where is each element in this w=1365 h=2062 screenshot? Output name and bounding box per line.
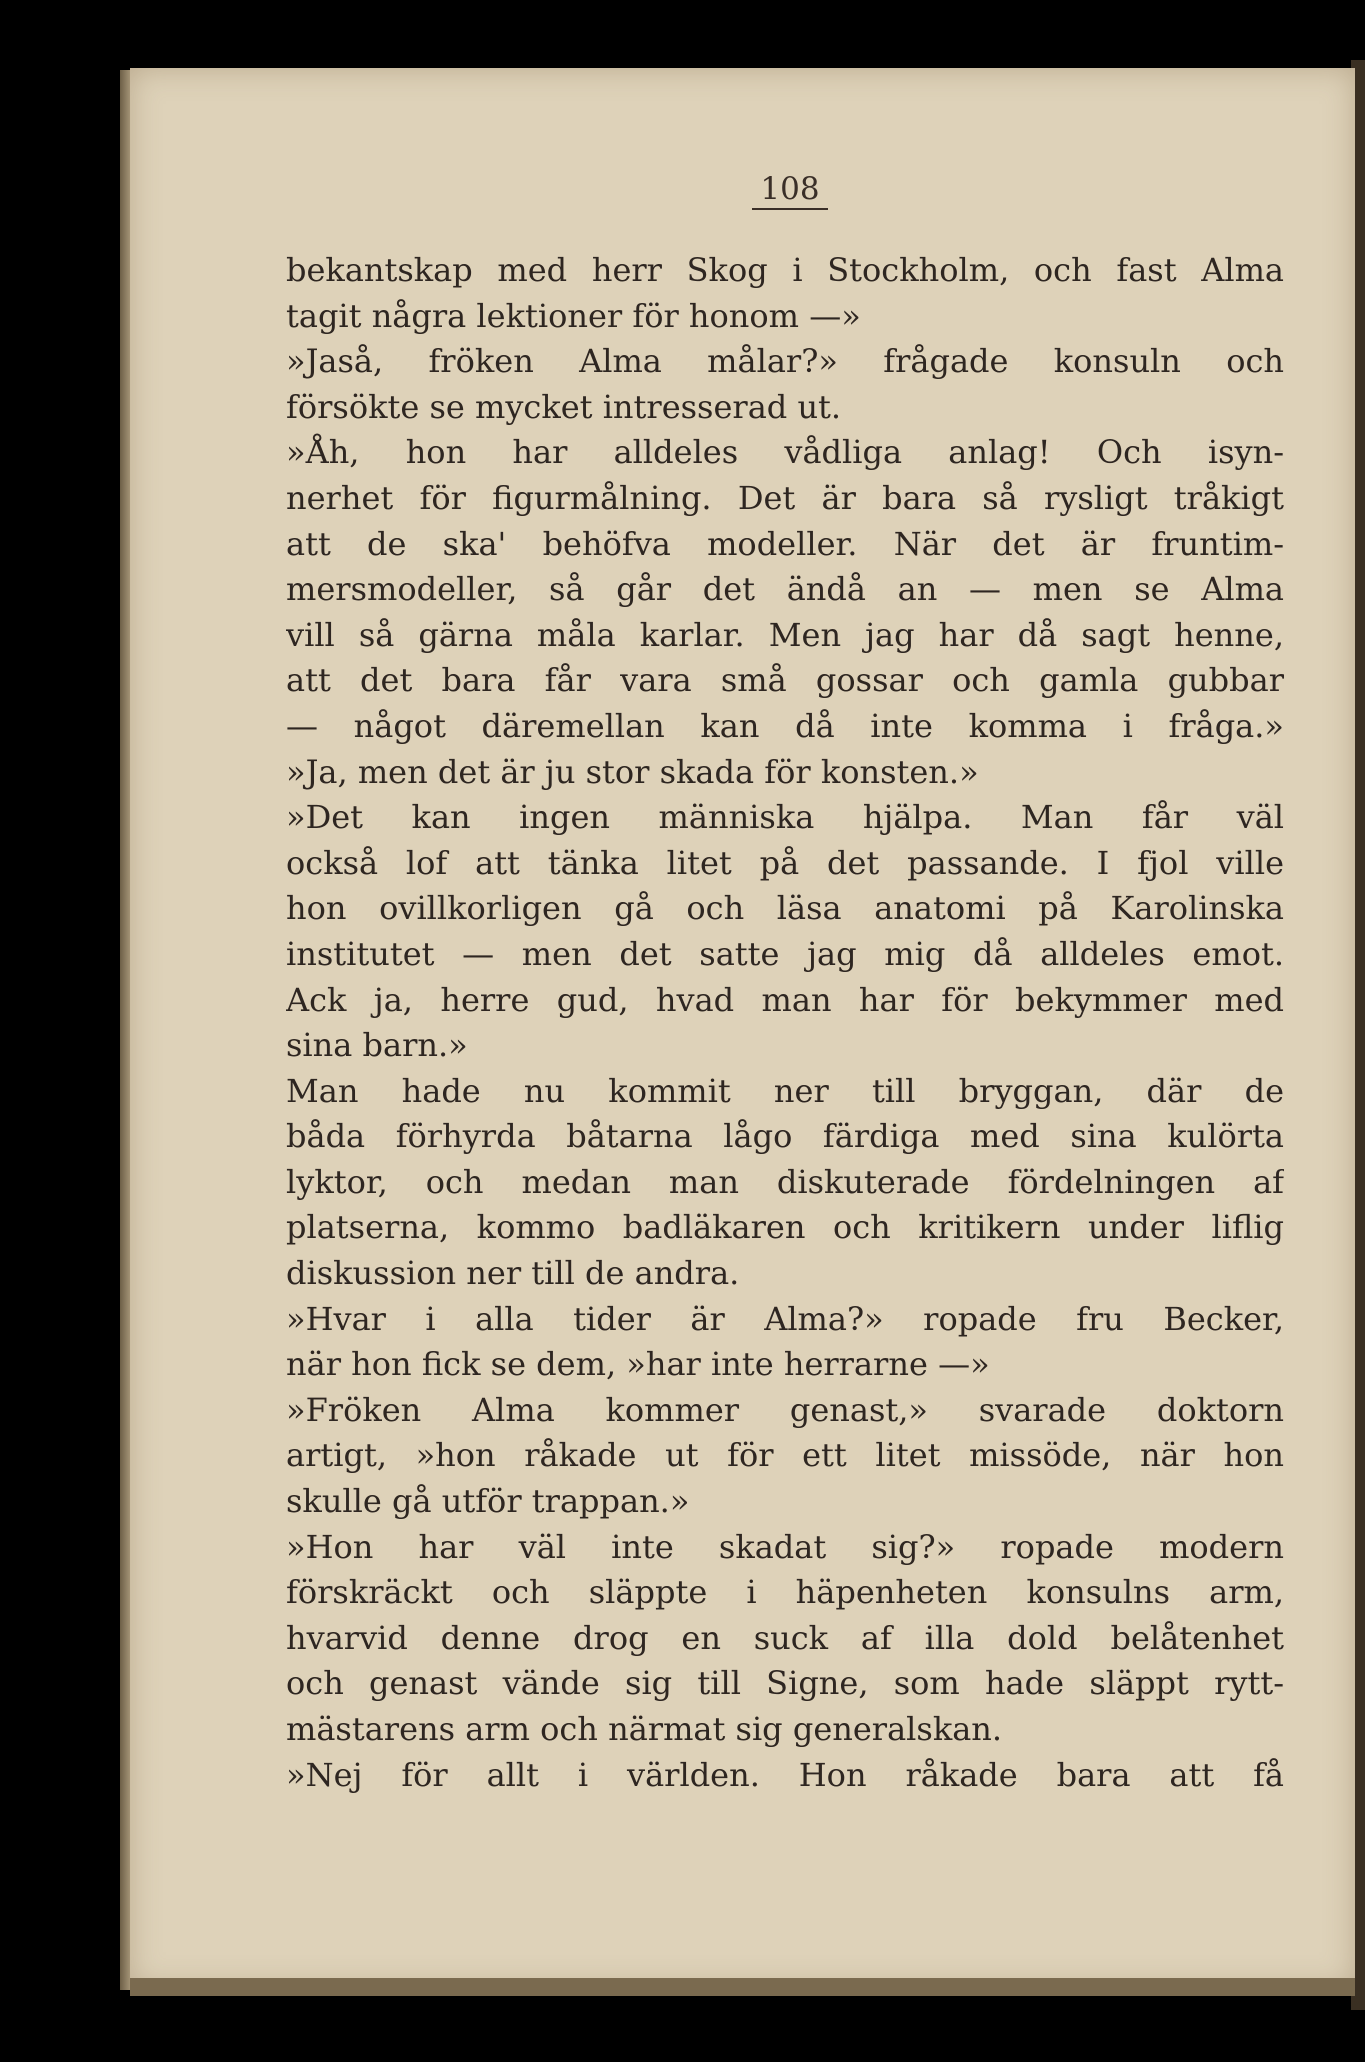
text-line: nerhet för figurmålning. Det är bara så rysligt tråkigt bbox=[286, 478, 1284, 517]
text-line: Man hade nu kommit ner till bryggan, där de bbox=[286, 1071, 1284, 1110]
text-line: vill så gärna måla karlar. Men jag har då sagt henne, bbox=[286, 615, 1284, 654]
text-line: också lof att tänka litet på det passande. I fjol ville bbox=[286, 843, 1284, 882]
text-line: försökte se mycket intresserad ut. bbox=[286, 387, 842, 426]
text-line: bekantskap med herr Skog i Stockholm, och fast Alma bbox=[286, 251, 1284, 289]
text-line: hon ovillkorligen gå och läsa anatomi på Karolinska bbox=[286, 889, 1284, 928]
text-line: artigt, »hon råkade ut för ett litet missöde, när hon bbox=[286, 1436, 1284, 1475]
text-line: sina barn.» bbox=[286, 1026, 468, 1065]
text-line: båda förhyrda båtarna lågo färdiga med sina kulörta bbox=[286, 1117, 1284, 1156]
text-line: diskussion ner till de andra. bbox=[286, 1254, 740, 1293]
text-line: »Ja, men det är ju stor skada för konsten.» bbox=[286, 752, 979, 791]
text-line: mersmodeller, så går det ändå an — men se Alma bbox=[286, 570, 1284, 609]
book-edge-bottom bbox=[130, 1978, 1355, 1996]
text-line: »Nej för allt i världen. Hon råkade bara att få bbox=[286, 1755, 1284, 1794]
text-line: Ack ja, herre gud, hvad man har för bekymmer med bbox=[286, 980, 1284, 1019]
page-number: 108 bbox=[752, 172, 828, 210]
text-line: att de ska' behöfva modeller. När det är fruntim- bbox=[286, 524, 1284, 563]
body-text bbox=[286, 248, 1284, 1798]
text-line: att det bara får vara små gossar och gamla gubbar bbox=[286, 661, 1284, 700]
text-line: »Fröken Alma kommer genast,» svarade doktorn bbox=[286, 1390, 1284, 1429]
text-line: hvarvid denne drog en suck af illa dold belåtenhet bbox=[286, 1618, 1284, 1657]
text-line: och genast vände sig till Signe, som hade släppt rytt- bbox=[286, 1664, 1284, 1703]
text-line: »Hon har väl inte skadat sig?» ropade modern bbox=[286, 1527, 1284, 1566]
text-line: när hon fick se dem, »har inte herrarne —» bbox=[286, 1345, 990, 1384]
text-line: skulle gå utför trappan.» bbox=[286, 1482, 690, 1521]
text-line: »Det kan ingen människa hjälpa. Man får väl bbox=[286, 798, 1284, 837]
text-line: institutet — men det satte jag mig då alldeles emot. bbox=[286, 934, 1284, 973]
text-line: platserna, kommo badläkaren och kritikern under liflig bbox=[286, 1208, 1284, 1247]
text-line: »Åh, hon har alldeles vådliga anlag! Och isyn- bbox=[286, 433, 1284, 472]
text-line: lyktor, och medan man diskuterade fördelningen af bbox=[286, 1162, 1284, 1201]
text-line: »Jaså, fröken Alma målar?» frågade konsuln och bbox=[286, 342, 1284, 381]
text-line: förskräckt och släppte i häpenheten konsulns arm, bbox=[286, 1573, 1284, 1612]
text-line: »Hvar i alla tider är Alma?» ropade fru Becker, bbox=[286, 1299, 1284, 1338]
text-line: tagit några lektioner för honom —» bbox=[286, 296, 861, 335]
text-line: — något däremellan kan då inte komma i fråga.» bbox=[286, 706, 1284, 745]
text-line: mästarens arm och närmat sig generalskan. bbox=[286, 1710, 1003, 1748]
